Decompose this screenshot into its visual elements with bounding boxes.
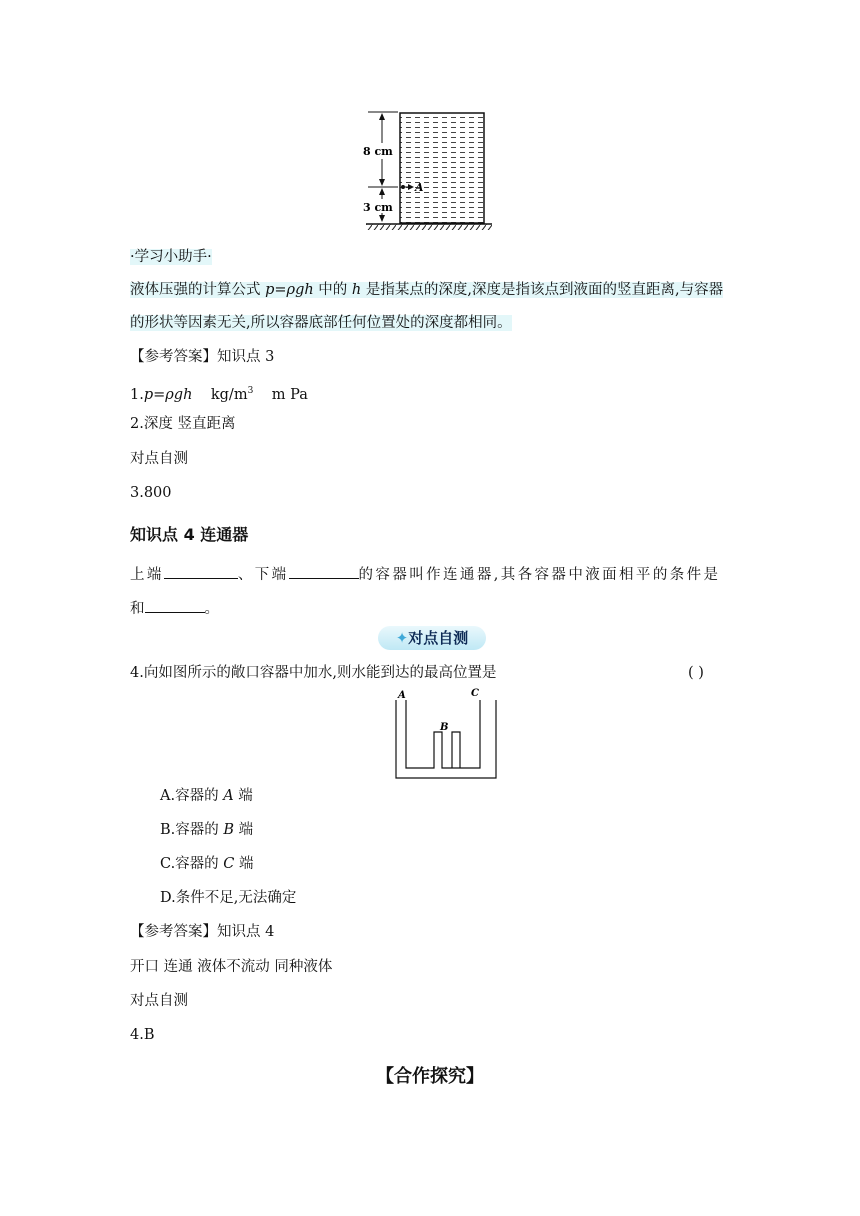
label-8cm: 8 cm — [363, 145, 393, 158]
helper-line-2: 的形状等因素无关,所以容器底部任何位置处的深度都相同。 — [130, 315, 512, 331]
answer4-line-1: 开口 连通 液体不流动 同种液体 — [130, 959, 333, 975]
answer3-line-3: 对点自测 — [130, 451, 188, 467]
blank-3[interactable] — [145, 597, 205, 613]
option-d[interactable]: D.条件不足,无法确定 — [160, 890, 297, 906]
section4-fill-line-2: 和 。 — [130, 597, 219, 619]
figure-open-container — [392, 686, 500, 782]
option-c[interactable]: C.容器的 C 端 — [160, 856, 254, 872]
option-a[interactable]: A.容器的 A 端 — [160, 788, 253, 804]
blank-2[interactable] — [289, 563, 359, 579]
cooperative-inquiry-title: 【合作探究】 — [376, 1066, 484, 1087]
answer4-line-3: 4.B — [130, 1027, 155, 1043]
label-point-a: A — [415, 181, 424, 194]
figure-label-a: A — [398, 690, 406, 701]
answer4-line-2: 对点自测 — [130, 993, 188, 1009]
blank-1[interactable] — [164, 563, 238, 579]
label-3cm: 3 cm — [363, 201, 393, 214]
helper-line-1: 液体压强的计算公式 p=ρgh 中的 h 是指某点的深度,深度是指该点到液面的竖直距离,与容器 — [130, 282, 724, 298]
helper-title: ·学习小助手· — [130, 249, 212, 265]
answer3-line-1: 1.p=ρgh $kg/m^3$ m Pa — [130, 386, 308, 403]
section4-fill-line-1: 上端 、下端 的容器叫作连通器,其各容器中液面相平的条件是 — [130, 563, 720, 585]
answer4-header: 【参考答案】知识点 4 — [130, 924, 275, 940]
answer3-line-2: 2.深度 竖直距离 — [130, 416, 236, 432]
question4-answer-paren: ( ) — [688, 665, 704, 681]
answer3-line-4: 3.800 — [130, 485, 172, 501]
section4-heading: 知识点 4 连通器 — [130, 525, 249, 544]
sparkle-icon: ✦ — [395, 629, 409, 647]
self-test-badge: ✦对点自测 — [378, 626, 486, 650]
option-b[interactable]: B.容器的 B 端 — [160, 822, 254, 838]
figure-container-depth — [360, 105, 500, 237]
answer3-header: 【参考答案】知识点 3 — [130, 349, 275, 365]
water-container — [400, 113, 484, 223]
question4-stem: 4.向如图所示的敞口容器中加水,则水能到达的最高位置是 — [130, 665, 497, 681]
point-a — [401, 185, 405, 189]
figure-label-c: C — [471, 688, 479, 699]
figure-label-b: B — [440, 722, 449, 733]
ground-hatch — [366, 224, 492, 230]
